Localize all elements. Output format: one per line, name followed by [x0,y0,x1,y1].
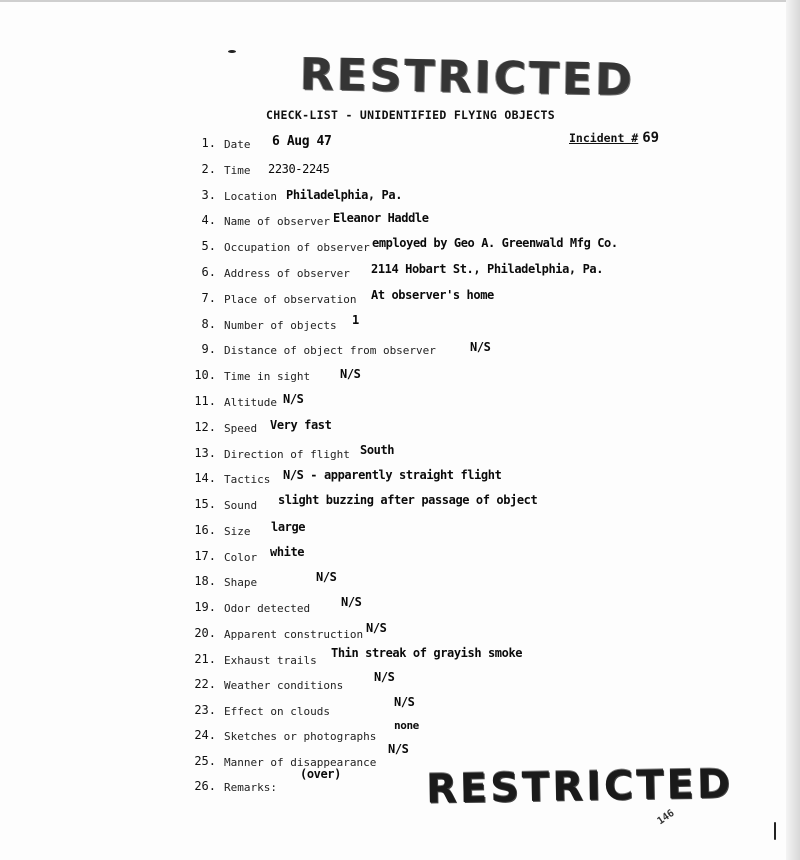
item-number: 19. [194,600,216,614]
item-answer: At observer's home [371,288,494,302]
item-label: Effect on clouds [224,705,330,718]
item-answer: (over) [300,767,341,781]
incident-value: 69 [642,130,660,146]
item-label: Address of observer [224,267,350,280]
item-label: Distance of object from observer [224,344,436,357]
scan-edge-top [0,0,800,2]
item-number: 23. [194,703,216,717]
item-number: 15. [194,497,216,511]
item-number: 14. [194,471,216,485]
item-label: Date [224,138,251,151]
item-answer: N/S [366,621,387,635]
item-label: Name of observer [224,215,330,228]
item-label: Place of observation [224,293,357,306]
item-number: 26. [194,779,216,793]
item-number: 17. [194,549,216,563]
scan-smudge [228,50,236,53]
item-number: 12. [194,420,216,434]
item-answer: N/S [388,742,409,756]
item-number: 24. [194,728,216,742]
item-answer: Very fast [270,418,332,432]
item-label: Direction of flight [224,448,350,461]
item-number: 18. [194,574,216,588]
item-number: 8. [201,317,216,331]
item-number: 4. [201,213,216,227]
item-label: Size [224,525,251,538]
item-number: 7. [201,291,216,305]
item-number: 13. [194,446,216,460]
item-answer: white [270,545,305,559]
item-label: Shape [224,576,258,589]
item-answer: 1 [352,313,359,327]
item-answer: Philadelphia, Pa. [286,188,403,202]
item-label: Speed [224,422,258,435]
item-label: Manner of disappearance [224,756,377,769]
item-answer: South [360,443,395,457]
item-label: Time in sight [224,370,311,383]
item-answer: employed by Geo A. Greenwald Mfg Co. [372,236,618,250]
item-number: 25. [194,754,216,768]
item-answer: 2114 Hobart St., Philadelphia, Pa. [371,262,604,276]
item-label: Weather conditions [224,679,344,692]
item-answer: large [271,520,306,534]
item-answer: none [394,719,419,732]
item-number: 22. [194,677,216,691]
item-label: Number of objects [224,319,337,332]
item-number: 11. [194,394,216,408]
item-answer: N/S [470,340,491,354]
item-answer: slight buzzing after passage of object [278,493,538,507]
scan-speck [774,822,776,840]
item-number: 9. [201,342,216,356]
item-answer: 2230-2245 [268,162,330,176]
item-answer: 6 Aug 47 [272,134,332,149]
page-number: 146 [655,807,677,828]
item-number: 10. [194,368,216,382]
scan-edge-right [786,0,800,860]
restricted-stamp-top: RESTRICTED [299,49,636,106]
item-answer: N/S - apparently straight flight [283,468,502,482]
item-number: 6. [201,265,216,279]
item-answer: N/S [394,695,415,709]
incident-number [569,130,659,146]
item-label: Color [224,551,258,564]
form-heading: CHECK-LIST - UNIDENTIFIED FLYING OBJECTS [266,108,555,122]
item-label: Sound [224,499,258,512]
item-number: 3. [201,188,216,202]
item-answer: Thin streak of grayish smoke [331,646,523,660]
item-number: 16. [194,523,216,537]
item-number: 2. [201,162,216,176]
item-answer: N/S [340,367,361,381]
item-label: Exhaust trails [224,654,317,667]
item-label: Time [224,164,251,177]
item-label: Apparent construction [224,628,364,641]
item-answer: N/S [283,392,304,406]
item-answer: N/S [341,595,362,609]
item-number: 5. [201,239,216,253]
item-answer: Eleanor Haddle [333,211,429,225]
item-label: Odor detected [224,602,311,615]
incident-label: Incident # [569,131,639,145]
restricted-stamp-bottom: RESTRICTED [425,761,734,813]
item-label: Location [224,190,277,203]
item-answer: N/S [374,670,395,684]
item-number: 20. [194,626,216,640]
item-number: 21. [194,652,216,666]
item-label: Tactics [224,473,271,486]
item-number: 1. [201,136,216,150]
item-label: Altitude [224,396,277,409]
item-label: Sketches or photographs [224,730,377,743]
item-label: Remarks: [224,781,277,794]
item-answer: N/S [316,570,337,584]
item-label: Occupation of observer [224,241,370,254]
